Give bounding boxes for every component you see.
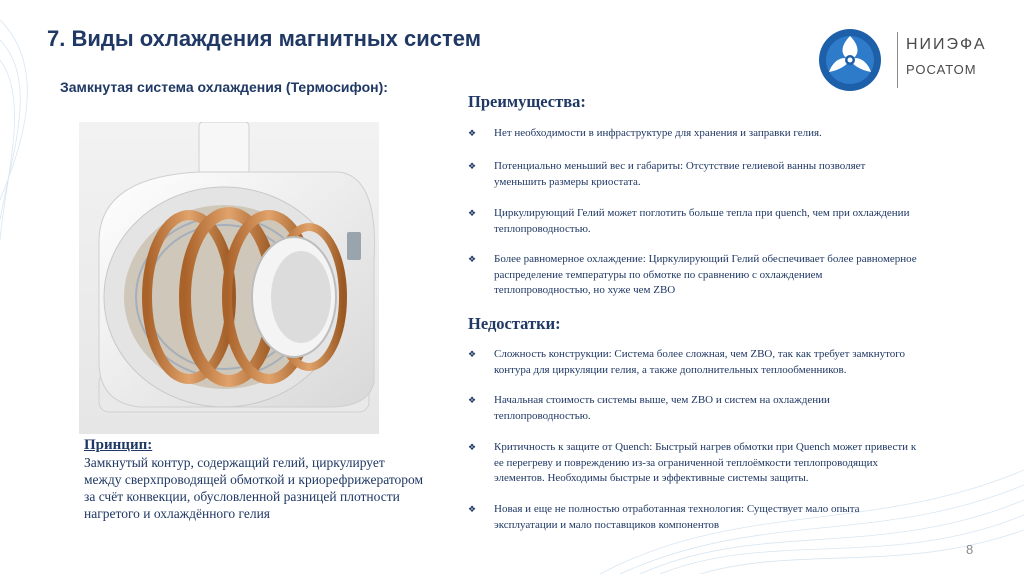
logo-parent-name: РОСАТОМ <box>906 62 977 77</box>
advantage-item <box>468 159 993 190</box>
advantage-text-line: теплопроводностью, но хуже чем ZBO <box>494 284 676 296</box>
disadvantage-item <box>468 393 993 424</box>
bullet-diamond-icon: ❖ <box>468 349 477 359</box>
disadvantage-text-line: Начальная стоимость системы выше, чем ZBO и систем на охлаждении <box>494 394 830 406</box>
disadvantage-text-line: Критичность к защите от Quench: Быстрый нагрев обмотки при Quench может привести к <box>494 441 917 453</box>
page-number: 8 <box>966 542 974 557</box>
logo-divider <box>897 32 898 88</box>
disadvantage-text-line: теплопроводностью. <box>494 409 591 422</box>
bullet-diamond-icon: ❖ <box>468 208 477 218</box>
disadvantage-item <box>468 347 993 378</box>
advantage-item <box>468 126 993 142</box>
bullet-diamond-icon: ❖ <box>468 442 477 452</box>
slide-title: 7. Виды охлаждения магнитных систем <box>47 26 482 51</box>
advantage-text-line: уменьшить размеры криостата. <box>494 175 641 188</box>
advantage-text-line: Циркулирующий Гелий может поглотить больше тепла при quench, чем при охлаждении <box>494 207 910 219</box>
disadvantage-text-line: элементов. Необходимы быстрые и эффективные системы защиты. <box>494 472 809 484</box>
advantage-text-line: Потенциально меньший вес и габариты: Отсутствие гелиевой ванны позволяет <box>494 160 866 172</box>
advantage-text-line: Более равномерное охлаждение: Циркулирующий Гелий обеспечивает более равномерное <box>494 253 917 265</box>
advantage-item <box>468 252 993 299</box>
principle-line: между сверхпроводящей обмоткой и криорефрижератором <box>84 472 424 487</box>
disadvantage-item <box>468 440 993 487</box>
advantage-text-line: Нет необходимости в инфраструктуре для хранения и заправки гелия. <box>494 127 822 139</box>
slide-subtitle: Замкнутая система охлаждения (Термосифон): <box>60 79 388 95</box>
advantage-text-line: распределение температуры по обмотке по сравнению с охлаждением <box>494 268 823 281</box>
disadvantage-text-line: контура для циркуляции гелия, а также дополнительных теплообменников. <box>494 363 847 376</box>
bullet-diamond-icon: ❖ <box>468 161 477 171</box>
principle-heading: Принцип: <box>84 437 153 453</box>
mri-magnet-cutaway-image <box>79 122 379 434</box>
advantage-item <box>468 206 993 237</box>
bullet-diamond-icon: ❖ <box>468 504 477 514</box>
disadvantage-text-line: ее перегреву и повреждению из-за ограниченной теплоёмкости теплопроводящих <box>494 456 878 469</box>
disadvantage-text-line: Сложность конструкции: Система более сложная, чем ZBO, так как требует замкнутого <box>494 348 906 360</box>
advantages-heading: Преимущества: <box>468 92 586 111</box>
principle-line: за счёт конвекции, обусловленной разницей плотности <box>84 489 400 504</box>
bullet-diamond-icon: ❖ <box>468 395 477 405</box>
bullet-diamond-icon: ❖ <box>468 128 477 138</box>
bullet-diamond-icon: ❖ <box>468 254 477 264</box>
logo-org-name: НИИЭФА <box>906 36 987 53</box>
principle-line: Замкнутый контур, содержащий гелий, циркулирует <box>84 455 385 470</box>
disadvantage-text-line: эксплуатации и мало поставщиков компонентов <box>494 518 720 531</box>
disadvantage-text-line: Новая и еще не полностью отработанная технология: Существует мало опыта <box>494 503 860 515</box>
rosatom-emblem-icon <box>810 24 890 94</box>
disadvantages-heading: Недостатки: <box>468 314 561 333</box>
principle-block <box>84 437 484 522</box>
principle-line: нагретого и охлаждённого гелия <box>84 506 271 521</box>
disadvantage-item <box>468 502 993 533</box>
niiefa-rosatom-logo <box>810 24 990 94</box>
advantage-text-line: теплопроводностью. <box>494 222 591 235</box>
